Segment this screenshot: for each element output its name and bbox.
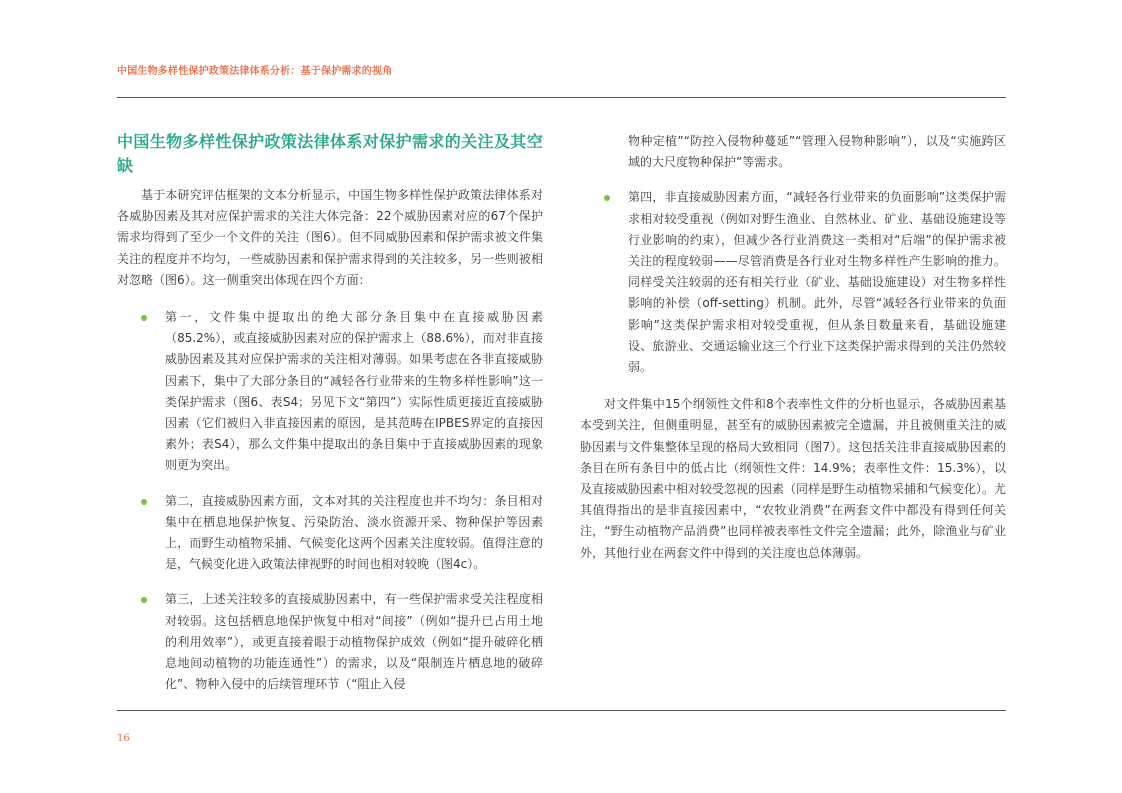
bullet-dot-icon <box>141 499 147 505</box>
right-column <box>580 131 1006 564</box>
bullet-item-3 <box>117 589 543 695</box>
page-number: 16 <box>117 733 130 744</box>
left-column <box>117 130 543 709</box>
bullet-text-4: 第四，非直接威胁因素方面，“减轻各行业带来的负面影响”这类保护需求相对较受重视（例如对野生渔业、自然林业、矿业、基础设施建设等行业影响的约束），但减少各行业消费这一类相对“后端”的保护需求被关注的程度较弱——尽管消费是各行业对生物多样性产生影响的推力。同样受关注较弱的还有相关行业（矿业、基础设施建设）对生物多样性影响的补偿（off-setting）机制。此外，尽管“减轻各行业带来的负面影响”这类保护需求相对较受重视，但从条目数量来看，基础设施建设、旅游业、交通运输业这三个行业下这类保护需求得到的关注仍然较弱。 <box>628 190 1006 375</box>
bullet-item-4 <box>580 187 1006 378</box>
bullet-item-2 <box>117 491 543 576</box>
analysis-paragraph: 对文件集中15个纲领性文件和8个表率性文件的分析也显示，各威胁因素基本受到关注，但侧重明显，甚至有的威胁因素被完全遗漏，并且被侧重关注的威胁因素与文件集整体呈现的格局大致相同（图7）。这包括关注非直接威胁因素的条目在所有条目中的低占比（纲领性文件：14.9%；表率性文件：15.3%），以及直接威胁因素中相对较受忽视的因素（同样是野生动植物采捕和气候变化）。尤其值得指出的是非直接因素中，“农牧业消费”在两套文件中都没有得到任何关注，“野生动植物产品消费”也同样被表率性文件完全遗漏；此外，除渔业与矿业外，其他行业在两套文件中得到的关注度也总体薄弱。 <box>580 397 1007 560</box>
bullet-dot-icon <box>141 597 147 603</box>
intro-paragraph: 基于本研究评估框架的文本分析显示，中国生物多样性保护政策法律体系对各威胁因素及其对应保护需求的关注大体完备：22个威胁因素对应的67个保护需求均得到了至少一个文件的关注（图6）。但不同威胁因素和保护需求被文件集关注的程度并不均匀，一些威胁因素和保护需求得到的关注较多，另一些则被相对忽略（图6）。这一侧重突出体现在四个方面： <box>117 188 543 287</box>
bullet-dot-icon <box>141 315 147 321</box>
header-divider <box>117 97 1006 98</box>
running-header: 中国生物多样性保护政策法律体系分析：基于保护需求的视角 <box>117 66 393 77</box>
bullet-list-continued <box>580 187 1006 378</box>
footer-divider <box>117 710 1006 711</box>
bullet-dot-icon <box>604 195 610 201</box>
bullet-text-3: 第三，上述关注较多的直接威胁因素中，有一些保护需求受关注程度相对较弱。这包括栖息地保护恢复中相对“间接”（例如“提升已占用土地的利用效率”），或更直接着眼于动植物保护成效（例如“提升破碎化栖息地间动植物的功能连通性”）的需求，以及“限制连片栖息地的破碎化”、物种入侵中的后续管理环节（“阻止入侵 <box>165 592 543 692</box>
section-title: 中国生物多样性保护政策法律体系对保护需求的关注及其空缺 <box>117 132 543 175</box>
bullet-text-1: 第一，文件集中提取出的绝大部分条目集中在直接威胁因素（85.2%），或直接威胁因素对应的保护需求上（88.6%），而对非直接威胁因素及其对应保护需求的关注相对薄弱。如果考虑在各非直接威胁因素下，集中了大部分条目的“减轻各行业带来的生物多样性影响”这一类保护需求（图6、表S4；另见下文“第四”）实际性质更接近直接威胁因素（它们被归入非直接因素的原因，是其范畴在IPBES界定的直接因素外；表S4），那么文件集中提取出的条目集中于直接威胁因素的现象则更为突出。 <box>165 310 543 473</box>
bullet-text-2: 第二，直接威胁因素方面，文本对其的关注程度也并不均匀：条目相对集中在栖息地保护恢复、污染防治、淡水资源开采、物种保护等因素上，而野生动植物采捕、气候变化这两个因素关注度较弱。值得注意的是，气候变化进入政策法律视野的时间也相对较晚（图4c）。 <box>165 493 543 572</box>
bullet-3-continuation: 物种定植”“防控入侵物种蔓延”“管理入侵物种影响”），以及“实施跨区域的大尺度物种保护”等需求。 <box>628 134 1006 170</box>
bullet-list <box>117 307 543 695</box>
bullet-item-1 <box>117 307 543 477</box>
